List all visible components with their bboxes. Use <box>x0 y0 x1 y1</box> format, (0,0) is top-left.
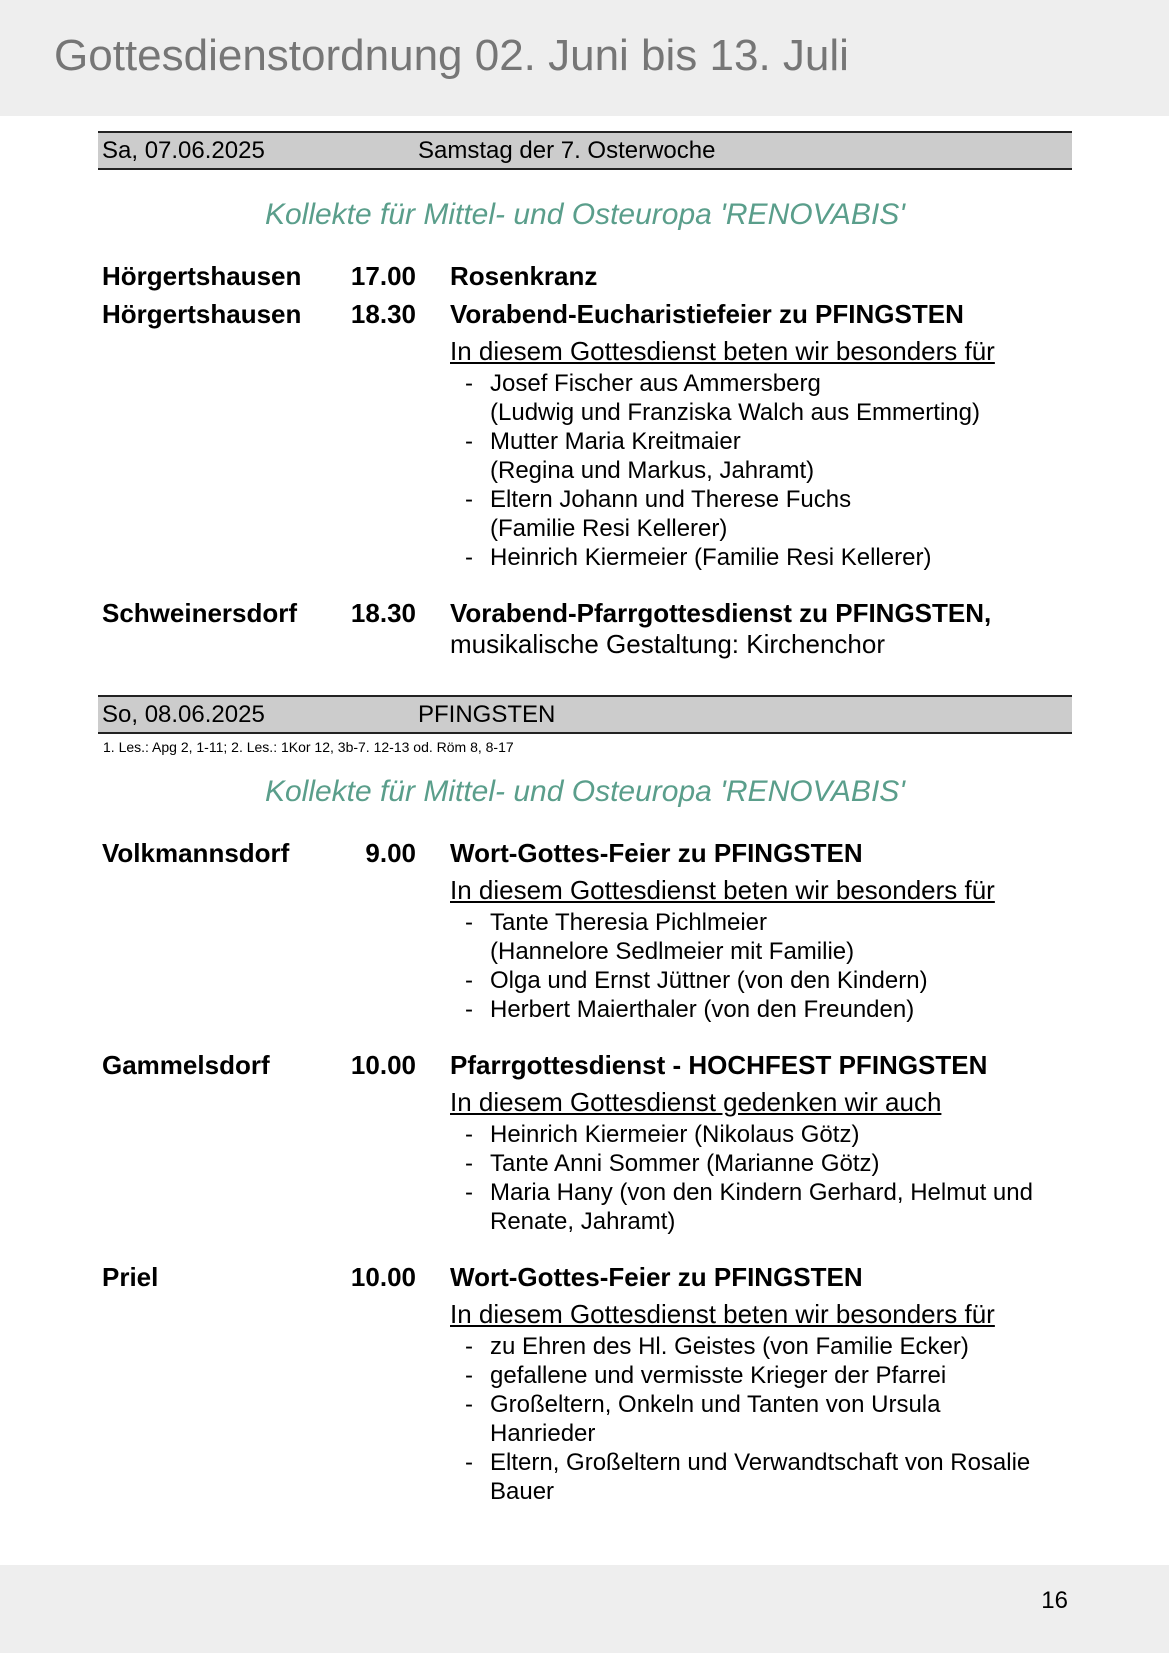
intention-text: - Tante Anni Sommer (Marianne Götz) <box>490 1150 880 1177</box>
service-time: 17.00 <box>350 261 416 291</box>
intention-text: - Olga und Ernst Jüttner (von den Kindern) <box>490 967 928 994</box>
collection-note: Kollekte für Mittel- und Osteuropa 'RENOVABIS' <box>264 775 906 808</box>
intention-item <box>490 1120 1072 1149</box>
intention-text: - gefallene und vermisste Krieger der Pfarrei <box>490 1362 947 1389</box>
service-time: 10.00 <box>350 1262 416 1292</box>
service-title: Vorabend-Eucharistiefeier zu PFINGSTEN <box>450 299 964 329</box>
service-place: Priel <box>102 1262 159 1292</box>
day-name: PFINGSTEN <box>418 701 556 728</box>
intention-item <box>490 995 1072 1024</box>
service-entry <box>98 834 1072 1024</box>
intention-text: - Heinrich Kiermeier (Nikolaus Götz) <box>490 1121 860 1148</box>
intention-text: - zu Ehren des Hl. Geistes (von Familie Ecker) <box>490 1333 969 1360</box>
intention-text: - Josef Fischer aus Ammersberg <box>490 370 821 397</box>
readings-note: 1. Les.: Apg 2, 1-11; 2. Les.: 1Kor 12, 3b-7. 12-13 od. Röm 8, 8-17 <box>103 739 514 755</box>
page-title: Gottesdienstordnung 02. Juni bis 13. Juli <box>54 31 849 80</box>
intention-item <box>490 369 1072 427</box>
intention-item <box>490 1178 1072 1236</box>
intention-text: - Eltern Johann und Therese Fuchs <box>490 486 852 513</box>
intention-item <box>490 1149 1072 1178</box>
header-band <box>0 0 1169 116</box>
intention-item <box>490 1448 1072 1506</box>
intention-donor: (Hannelore Sedlmeier mit Familie) <box>490 938 855 965</box>
intention-item <box>490 427 1072 485</box>
day-date: Sa, 07.06.2025 <box>102 137 265 164</box>
intention-list <box>450 908 1072 1024</box>
intention-list <box>450 1120 1072 1236</box>
intention-intro: In diesem Gottesdienst beten wir besonders für <box>450 1299 995 1329</box>
service-place: Volkmannsdorf <box>102 838 290 868</box>
intention-donor: (Regina und Markus, Jahramt) <box>490 457 815 484</box>
service-entry <box>98 295 1072 572</box>
intention-donor: (Familie Resi Kellerer) <box>490 515 728 542</box>
service-title: Rosenkranz <box>450 261 598 291</box>
service-entry <box>98 1258 1072 1506</box>
service-title: Vorabend-Pfarrgottesdienst zu PFINGSTEN, <box>450 598 992 628</box>
intention-text: - Mutter Maria Kreitmaier <box>490 428 741 455</box>
service-title: Wort-Gottes-Feier zu PFINGSTEN <box>450 1262 863 1292</box>
intention-text: - Maria Hany (von den Kindern Gerhard, Helmut und <box>490 1179 1033 1206</box>
intention-intro: In diesem Gottesdienst beten wir besonders für <box>450 875 995 905</box>
day-date: So, 08.06.2025 <box>102 701 265 728</box>
schedule <box>98 131 1072 1506</box>
intention-item <box>490 1361 1072 1390</box>
service-place: Hörgertshausen <box>102 299 302 329</box>
service-entry <box>98 257 1072 295</box>
collection-note: Kollekte für Mittel- und Osteuropa 'RENOVABIS' <box>264 198 906 231</box>
service-time: 9.00 <box>365 838 416 868</box>
intention-donor: Renate, Jahramt) <box>490 1208 676 1235</box>
intention-donor: (Ludwig und Franziska Walch aus Emmerting) <box>490 399 980 426</box>
intention-item <box>490 966 1072 995</box>
intention-list <box>450 369 1072 572</box>
day-header <box>98 131 1072 170</box>
intention-text: - Heinrich Kiermeier (Familie Resi Kellerer) <box>490 544 932 571</box>
service-place: Hörgertshausen <box>102 261 302 291</box>
service-time: 18.30 <box>350 598 416 628</box>
service-time: 10.00 <box>350 1050 416 1080</box>
service-entry <box>98 1046 1072 1236</box>
intention-item <box>490 485 1072 543</box>
intention-donor: Hanrieder <box>490 1420 596 1447</box>
service-entry <box>98 594 1072 659</box>
intention-text: - Tante Theresia Pichlmeier <box>490 909 768 936</box>
service-time: 18.30 <box>350 299 416 329</box>
service-title: Pfarrgottesdienst - HOCHFEST PFINGSTEN <box>450 1050 988 1080</box>
intention-text: - Großeltern, Onkeln und Tanten von Ursula <box>490 1391 941 1418</box>
service-subtitle: musikalische Gestaltung: Kirchenchor <box>450 629 885 659</box>
intention-item <box>490 908 1072 966</box>
page-number: 16 <box>1041 1587 1068 1614</box>
intention-intro: In diesem Gottesdienst beten wir besonders für <box>450 336 995 366</box>
footer-band <box>0 1565 1169 1653</box>
intention-donor: Bauer <box>490 1478 555 1505</box>
intention-item <box>490 543 1072 572</box>
intention-text: - Herbert Maierthaler (von den Freunden) <box>490 996 915 1023</box>
intention-item <box>490 1390 1072 1448</box>
intention-intro: In diesem Gottesdienst gedenken wir auch <box>450 1087 942 1117</box>
service-place: Schweinersdorf <box>102 598 298 628</box>
intention-list <box>450 1332 1072 1506</box>
intention-item <box>490 1332 1072 1361</box>
service-title: Wort-Gottes-Feier zu PFINGSTEN <box>450 838 863 868</box>
intention-text: - Eltern, Großeltern und Verwandtschaft von Rosalie <box>490 1449 1031 1476</box>
service-place: Gammelsdorf <box>102 1050 270 1080</box>
day-header <box>98 695 1072 734</box>
day-name: Samstag der 7. Osterwoche <box>418 137 716 164</box>
